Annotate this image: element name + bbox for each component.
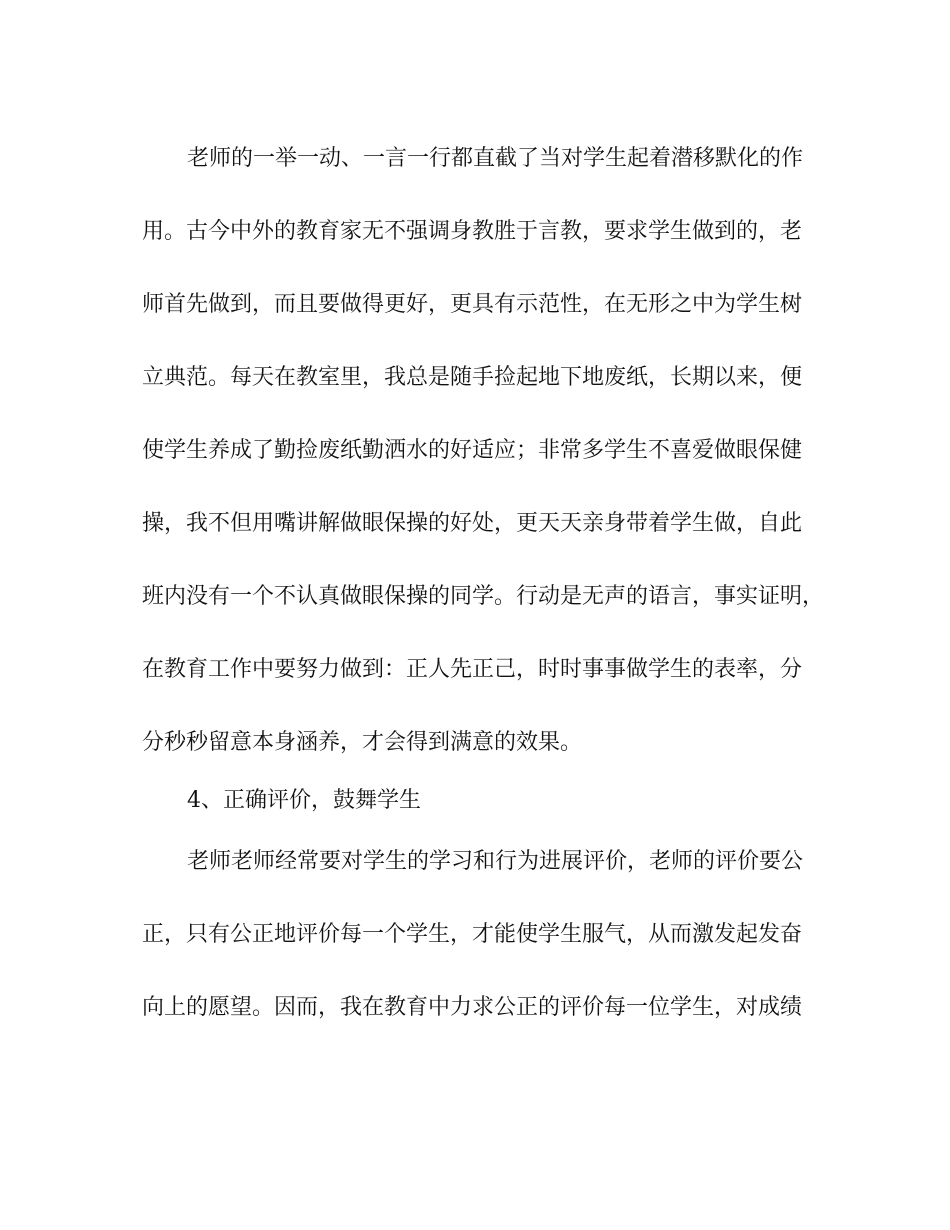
paragraph-line-10: 老师老师经常要对学生的学习和行为进展评价，老师的评价要公 xyxy=(187,849,804,874)
paragraph-line-12: 向上的愿望。因而，我在教育中力求公正的评价每一位学生，对成绩 xyxy=(142,995,803,1020)
paragraph-line-3: 师首先做到，而且要做得更好，更具有示范性，在无形之中为学生树 xyxy=(142,292,803,317)
paragraph-line-2: 用。古今中外的教育家无不强调身教胜于言教，要求学生做到的，老 xyxy=(142,219,803,244)
paragraph-line-6: 操，我不但用嘴讲解做眼保操的好处，更天天亲身带着学生做，自此 xyxy=(142,511,803,536)
paragraph-line-5: 使学生养成了勤捡废纸勤洒水的好适应；非常多学生不喜爱做眼保健 xyxy=(142,438,803,463)
paragraph-line-11: 正，只有公正地评价每一个学生，才能使学生服气，从而激发起发奋 xyxy=(142,922,803,947)
paragraph-line-9: 分秒秒留意本身涵养，才会得到满意的效果。 xyxy=(142,730,583,755)
paragraph-line-1: 老师的一举一动、一言一行都直截了当对学生起着潜移默化的作 xyxy=(187,146,804,171)
section-heading: 4、正确评价，鼓舞学生 xyxy=(187,788,421,813)
paragraph-line-4: 立典范。每天在教室里，我总是随手捡起地下地废纸，长期以来，便 xyxy=(142,365,803,390)
paragraph-line-8: 在教育工作中要努力做到：正人先正己，时时事事做学生的表率，分 xyxy=(142,657,803,682)
paragraph-line-7: 班内没有一个不认真做眼保操的同学。行动是无声的语言，事实证明， xyxy=(142,584,825,609)
